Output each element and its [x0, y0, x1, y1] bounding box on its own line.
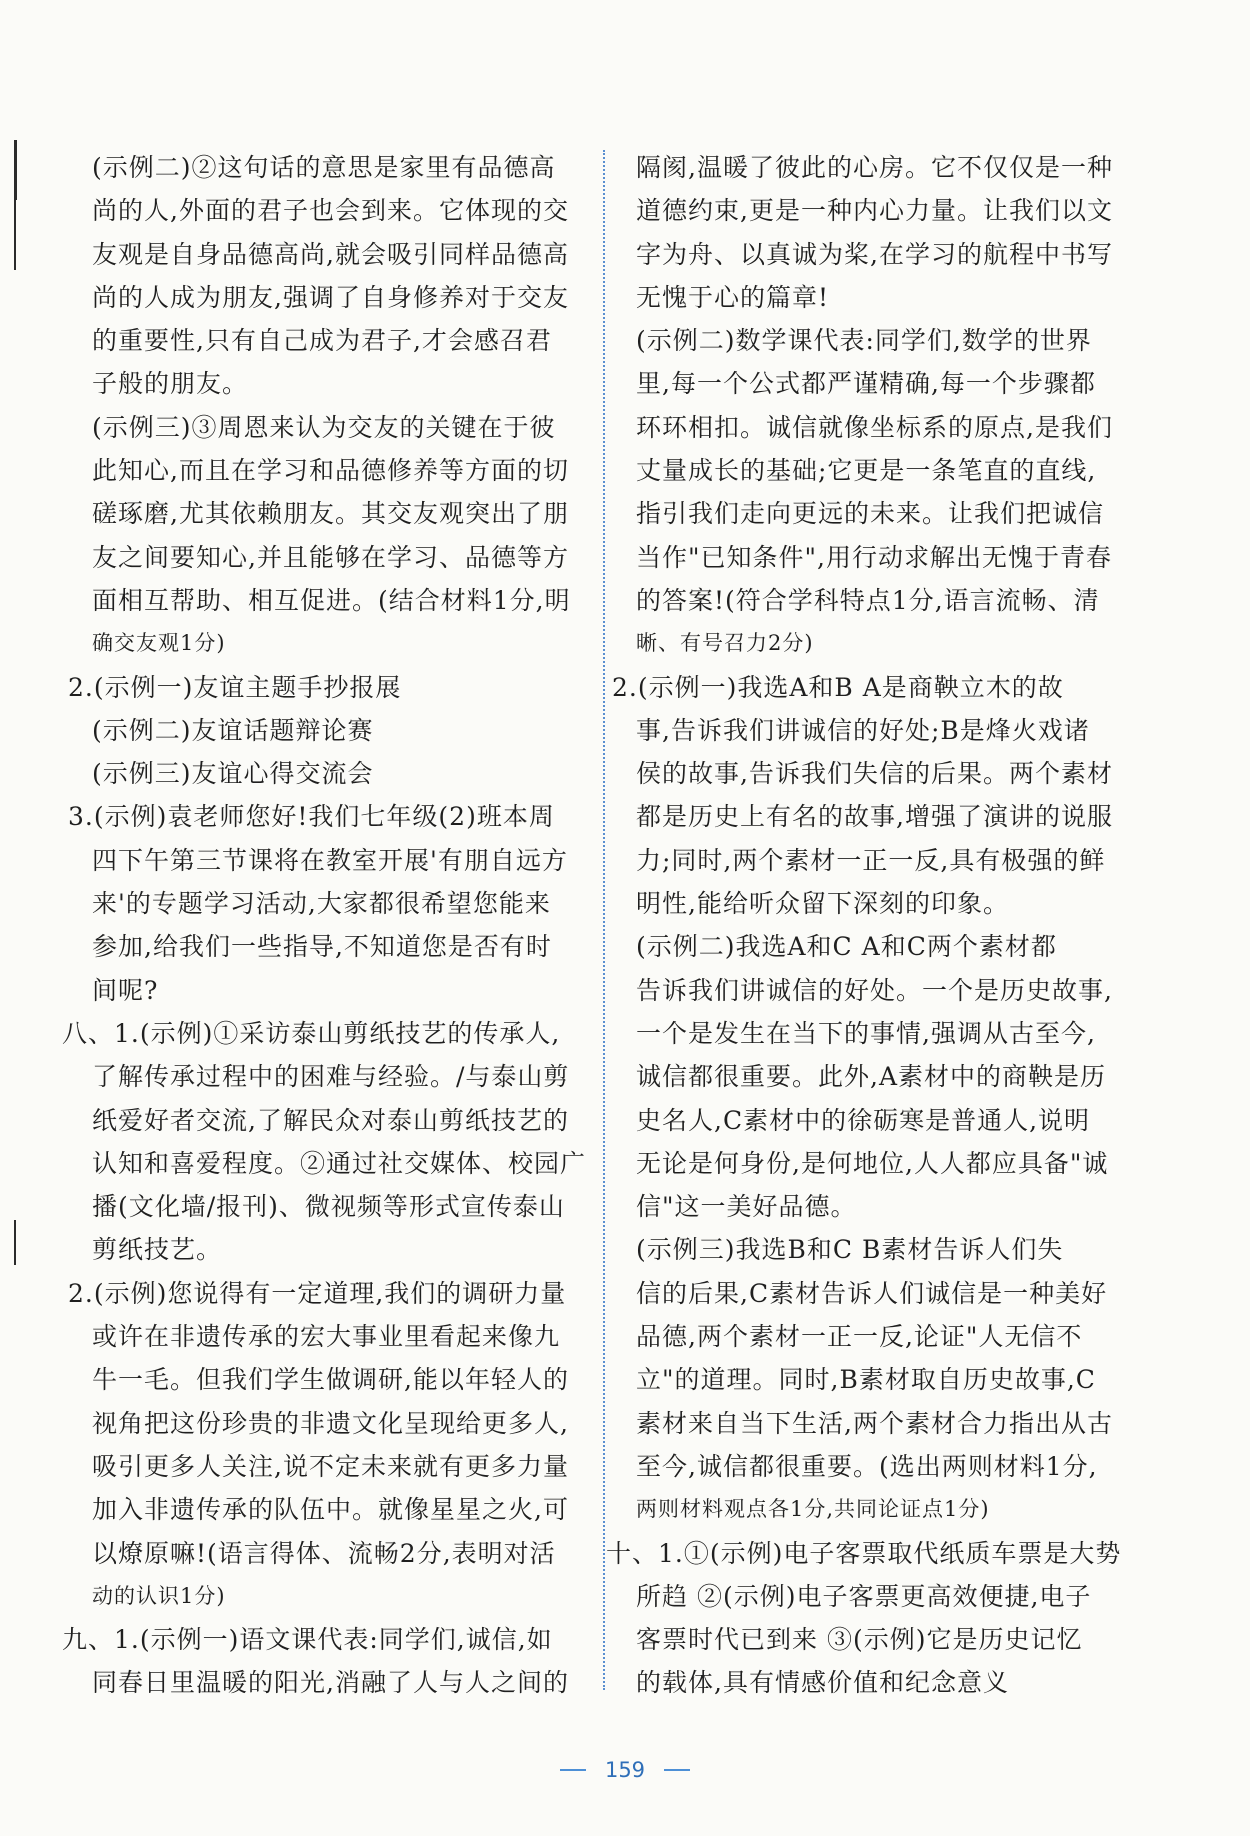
text-line: 无论是何身份,是何地位,人人都应具备"诚	[636, 1148, 1109, 1178]
text-line: 此知心,而且在学习和品德修养等方面的切	[92, 456, 569, 486]
binding-mark	[14, 1220, 16, 1265]
text-line: (示例三)友谊心得交流会	[92, 759, 374, 789]
text-line: 史名人,C素材中的徐砺寒是普通人,说明	[636, 1105, 1091, 1135]
text-line: 告诉我们讲诚信的好处。一个是历史故事,	[636, 975, 1113, 1005]
text-line: 尚的人成为朋友,强调了自身修养对于交友	[92, 282, 569, 312]
text-line: 八、1.(示例)①采访泰山剪纸技艺的传承人,	[62, 1018, 561, 1048]
text-line: 至今,诚信都很重要。(选出两则材料1分,	[636, 1451, 1098, 1481]
text-line: (示例三)③周恩来认为交友的关键在于彼	[92, 412, 556, 442]
text-line: 牛一毛。但我们学生做调研,能以年轻人的	[92, 1365, 569, 1395]
text-line: 当作"已知条件",用行动求解出无愧于青春	[636, 542, 1112, 572]
text-line: (示例二)我选A和C A和C两个素材都	[636, 932, 1057, 962]
text-line: 侯的故事,告诉我们失信的后果。两个素材	[636, 759, 1113, 789]
text-line: 纸爱好者交流,了解民众对泰山剪纸技艺的	[92, 1105, 569, 1135]
footer-dash	[664, 1769, 690, 1771]
text-line: 四下午第三节课将在教室开展'有朋自远方	[92, 845, 568, 875]
text-line: 的重要性,只有自己成为君子,才会感召君	[92, 326, 552, 356]
text-line: (示例二)数学课代表:同学们,数学的世界	[636, 326, 1092, 356]
text-line: 2.(示例)您说得有一定道理,我们的调研力量	[68, 1278, 567, 1308]
text-line: 同春日里温暖的阳光,消融了人与人之间的	[92, 1668, 569, 1698]
text-line: 磋琢磨,尤其依赖朋友。其交友观突出了朋	[92, 499, 569, 529]
text-line: 2.(示例一)友谊主题手抄报展	[68, 672, 402, 702]
right-column	[606, 146, 1136, 1705]
text-line: 九、1.(示例一)语文课代表:同学们,诚信,如	[62, 1625, 553, 1655]
text-line: 吸引更多人关注,说不定未来就有更多力量	[92, 1451, 569, 1481]
text-line: 子般的朋友。	[92, 369, 249, 399]
text-line: 加入非遗传承的队伍中。就像星星之火,可	[92, 1495, 569, 1525]
text-line: 无愧于心的篇章!	[636, 282, 830, 312]
text-line: 信的后果,C素材告诉人们诚信是一种美好	[636, 1278, 1108, 1308]
text-line: 或许在非遗传承的宏大事业里看起来像九	[92, 1322, 561, 1352]
page-footer	[0, 1758, 1250, 1782]
text-line: 诚信都很重要。此外,A素材中的商鞅是历	[636, 1062, 1107, 1092]
text-line: 来'的专题学习活动,大家都很希望您能来	[92, 889, 551, 919]
text-line: 素材来自当下生活,两个素材合力指出从古	[636, 1408, 1113, 1438]
text-line: 友观是自身品德高尚,就会吸引同样品德高	[92, 239, 569, 269]
text-line: 道德约束,更是一种内心力量。让我们以文	[636, 196, 1113, 226]
page-number: 159	[604, 1758, 646, 1782]
text-line: 的答案!(符合学科特点1分,语言流畅、清	[636, 585, 1100, 615]
text-line: 信"这一美好品德。	[636, 1192, 857, 1222]
text-line: 晰、有号召力2分)	[636, 631, 814, 656]
left-column	[62, 146, 592, 1705]
text-line: 友之间要知心,并且能够在学习、品德等方	[92, 542, 569, 572]
text-line: 以燎原嘛!(语言得体、流畅2分,表明对活	[92, 1538, 556, 1568]
text-line: 尚的人,外面的君子也会到来。它体现的交	[92, 196, 569, 226]
text-line: (示例二)友谊话题辩论赛	[92, 715, 374, 745]
text-line: 事,告诉我们讲诚信的好处;B是烽火戏诸	[636, 715, 1090, 745]
text-line: 两则材料观点各1分,共同论证点1分)	[636, 1497, 990, 1522]
text-line: 动的认识1分)	[92, 1583, 226, 1608]
text-line: (示例二)②这句话的意思是家里有品德高	[92, 153, 556, 182]
text-line: 指引我们走向更远的未来。让我们把诚信	[636, 499, 1105, 529]
text-line: (示例三)我选B和C B素材告诉人们失	[636, 1235, 1064, 1265]
text-line: 环环相扣。诚信就像坐标系的原点,是我们	[636, 412, 1113, 442]
text-line: 客票时代已到来 ③(示例)它是历史记忆	[636, 1625, 1083, 1655]
text-line: 3.(示例)袁老师您好!我们七年级(2)班本周	[68, 802, 555, 832]
text-line: 的载体,具有情感价值和纪念意义	[636, 1668, 1009, 1698]
text-line: 十、1.①(示例)电子客票取代纸质车票是大势	[606, 1538, 1122, 1568]
text-line: 立"的道理。同时,B素材取自历史故事,C	[636, 1365, 1096, 1395]
text-line: 隔阂,温暖了彼此的心房。它不仅仅是一种	[636, 153, 1113, 182]
text-line: 丈量成长的基础;它更是一条笔直的直线,	[636, 456, 1097, 486]
text-line: 字为舟、以真诚为桨,在学习的航程中书写	[636, 239, 1113, 269]
text-line: 认知和喜爱程度。②通过社交媒体、校园广	[92, 1148, 587, 1178]
text-line: 面相互帮助、相互促进。(结合材料1分,明	[92, 585, 571, 615]
text-line: 里,每一个公式都严谨精确,每一个步骤都	[636, 369, 1096, 399]
text-line: 确交友观1分)	[92, 631, 226, 656]
text-line: 播(文化墙/报刊)、微视频等形式宣传泰山	[92, 1192, 565, 1222]
column-divider	[603, 150, 605, 1690]
text-line: 所趋 ②(示例)电子客票更高效便捷,电子	[636, 1581, 1092, 1611]
text-line: 一个是发生在当下的事情,强调从古至今,	[636, 1018, 1096, 1048]
binding-mark	[14, 180, 16, 270]
text-line: 剪纸技艺。	[92, 1235, 223, 1265]
text-line: 明性,能给听众留下深刻的印象。	[636, 889, 1009, 919]
text-line: 间呢?	[92, 975, 159, 1005]
text-line: 了解传承过程中的困难与经验。/与泰山剪	[92, 1062, 570, 1092]
text-line: 都是历史上有名的故事,增强了演讲的说服	[636, 802, 1113, 832]
text-line: 参加,给我们一些指导,不知道您是否有时	[92, 932, 552, 962]
text-line: 2.(示例一)我选A和B A是商鞅立木的故	[612, 672, 1064, 702]
footer-dash	[560, 1769, 586, 1771]
text-line: 力;同时,两个素材一正一反,具有极强的鲜	[636, 845, 1106, 875]
text-line: 品德,两个素材一正一反,论证"人无信不	[636, 1322, 1083, 1352]
text-line: 视角把这份珍贵的非遗文化呈现给更多人,	[92, 1408, 569, 1438]
